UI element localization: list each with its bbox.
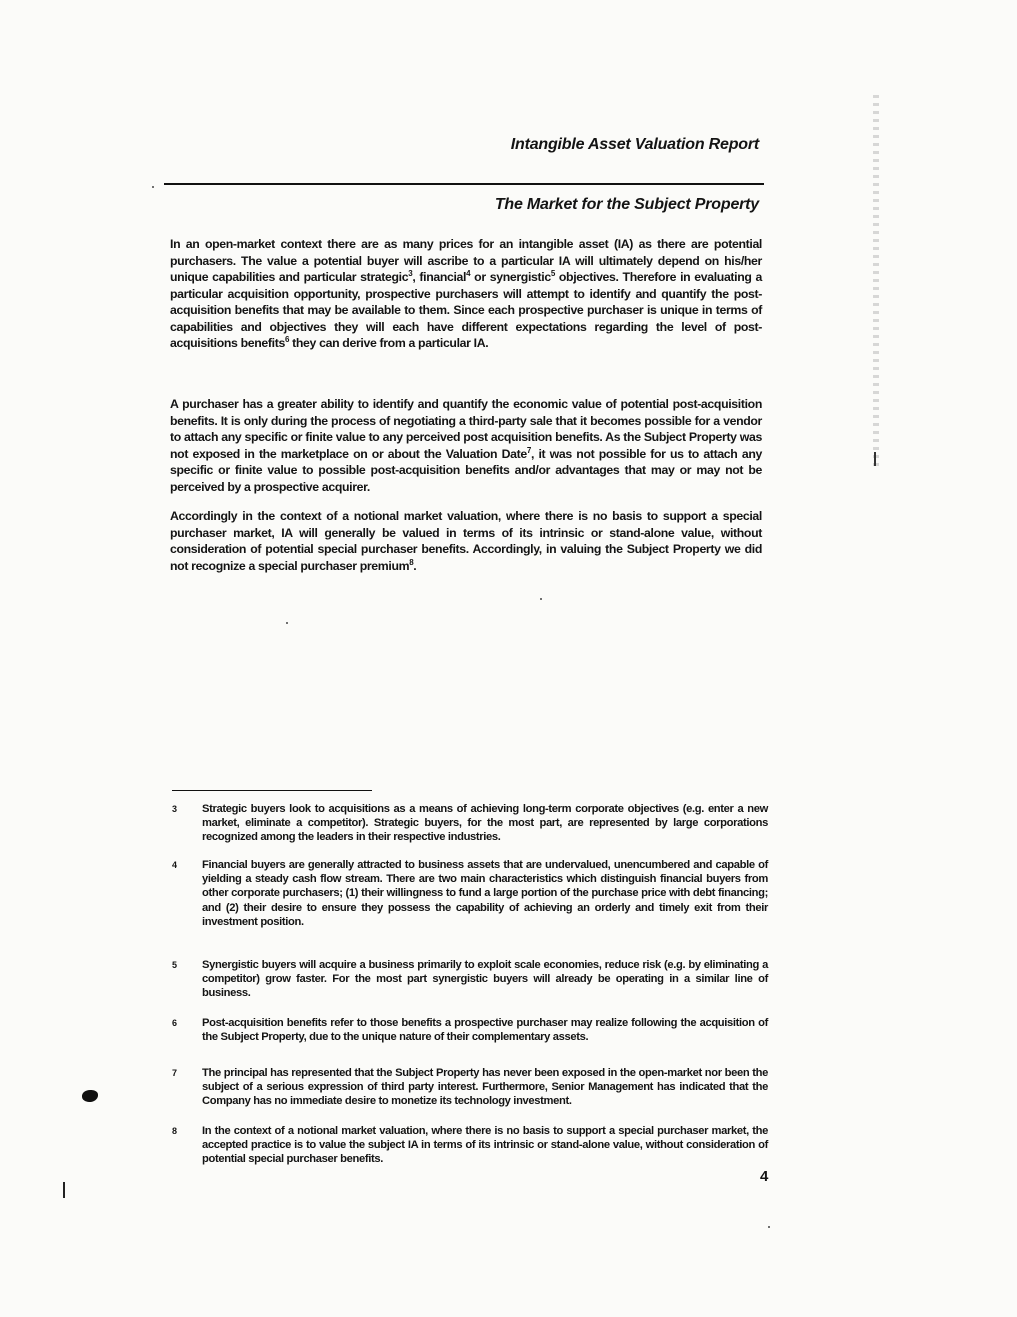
footnote [172,802,768,845]
body-paragraph-1: In an open-market context there are as many prices for an intangible asset (IA) as there are potential purchasers. The value a potential buyer will ascribe to a particular IA will ultimately depend on his/her unique capabilities and particular strategic$^3$, financial$^4$ or synergistic$^5$ objectives. Therefore in evaluating a particular acquisition opportunity, prospective purchasers will attempt to identify and quantify the post-acquisition benefits that may be available to them. Since each prospective purchaser is unique in terms of capabilities and objectives they will each have different expectations regarding the level of post-acquisitions benefits$^6$ they can derive from a particular IA. [170,237,763,350]
header-rule [164,183,764,185]
section-title: The Market for the Subject Property [494,196,759,213]
speck-artifact [152,186,154,188]
footnote-number: 5 [172,960,177,970]
footnote [172,858,768,929]
footnote-ref-4: 4 [466,268,471,278]
ink-blot-artifact [82,1090,98,1102]
footnote-number: 7 [172,1068,177,1078]
footnote-text: Synergistic buyers will acquire a business primarily to exploit scale economies, reduce risk (e.g. by eliminating a competitor) grow faster. For the most part synergistic buyers will already be operating in a similar line of business. [202,959,768,1000]
scan-margin-artifact [873,95,879,470]
body-paragraph-3: Accordingly in the context of a notional market valuation, where there is no basis to support a special purchaser market, IA will generally be valued in terms of its intrinsic or stand-alone value, without consideration of potential special purchaser benefits. Accordingly, in valuing the Subject Property we did not recognize a special purchaser premium$^8$. [170,509,762,573]
body-paragraph-2: A purchaser has a greater ability to identify and quantify the economic value of potential post-acquisition benefits. It is only during the process of negotiating a third-party sale that it becomes possible for a vendor to attach any specific or finite value to any perceived post acquisition benefits. As the Subject Property was not exposed in the marketplace on or about the Valuation Date$^7$, it was not possible for us to attach any specific or finite value to possible post-acquisition benefits and/or advantages that may or may not be perceived by a prospective acquirer. [170,397,762,494]
footnote-text: In the context of a notional market valuation, where there is no basis to support a special purchaser market, the accepted practice is to value the subject IA in terms of its intrinsic or stand-alone value, without consideration of potential special purchaser benefits. [202,1125,768,1166]
footnote-text: Post-acquisition benefits refer to those benefits a prospective purchaser may realize following the acquisition of the Subject Property, due to the unique nature of their complementary assets. [202,1017,768,1044]
footnote-number: 6 [172,1018,177,1028]
footnote-text: The principal has represented that the Subject Property has never been exposed in the open-market nor been the subject of a serious expression of third party interest. Furthermore, Senior Management has indicated that the Company has no immediate desire to monetize its technology investment. [202,1067,768,1108]
footnote [172,958,768,1001]
stray-mark-artifact [63,1182,65,1198]
speck-artifact [540,598,542,600]
footnote [172,1016,768,1044]
footnote-separator [172,790,372,791]
footnote-ref-8: 8 [409,557,414,567]
footnote [172,1066,768,1109]
footnote-number: 4 [172,860,177,870]
speck-artifact [286,622,288,624]
footnote-number: 3 [172,804,177,814]
footnote-ref-6: 6 [284,334,290,344]
page-number: 4 [760,1168,769,1185]
footnote-text: Strategic buyers look to acquisitions as a means of achieving long-term corporate objectives (e.g. enter a new market, eliminate a competitor). Strategic buyers, for the most part, are represented by large corporations recognized among the leaders in their respective industries. [202,803,768,844]
footnote-ref-5: 5 [550,268,555,278]
footnote-number: 8 [172,1126,177,1136]
footnote-text: Financial buyers are generally attracted to business assets that are undervalued, unencumbered and capable of yielding a steady cash flow stream. There are two main characteristics which distinguish financial buyers from other corporate purchasers; (1) their willingness to fund a large portion of the purchase price with debt financing; and (2) their desire to ensure they possess the capability of achieving an orderly and timely exit from their investment position. [202,859,768,928]
scan-tick-artifact [874,452,876,466]
footnote-ref-7: 7 [526,445,531,455]
footnote-ref-3: 3 [408,268,413,278]
report-title: Intangible Asset Valuation Report [510,136,759,153]
speck-artifact [768,1226,770,1228]
footnote [172,1124,768,1167]
